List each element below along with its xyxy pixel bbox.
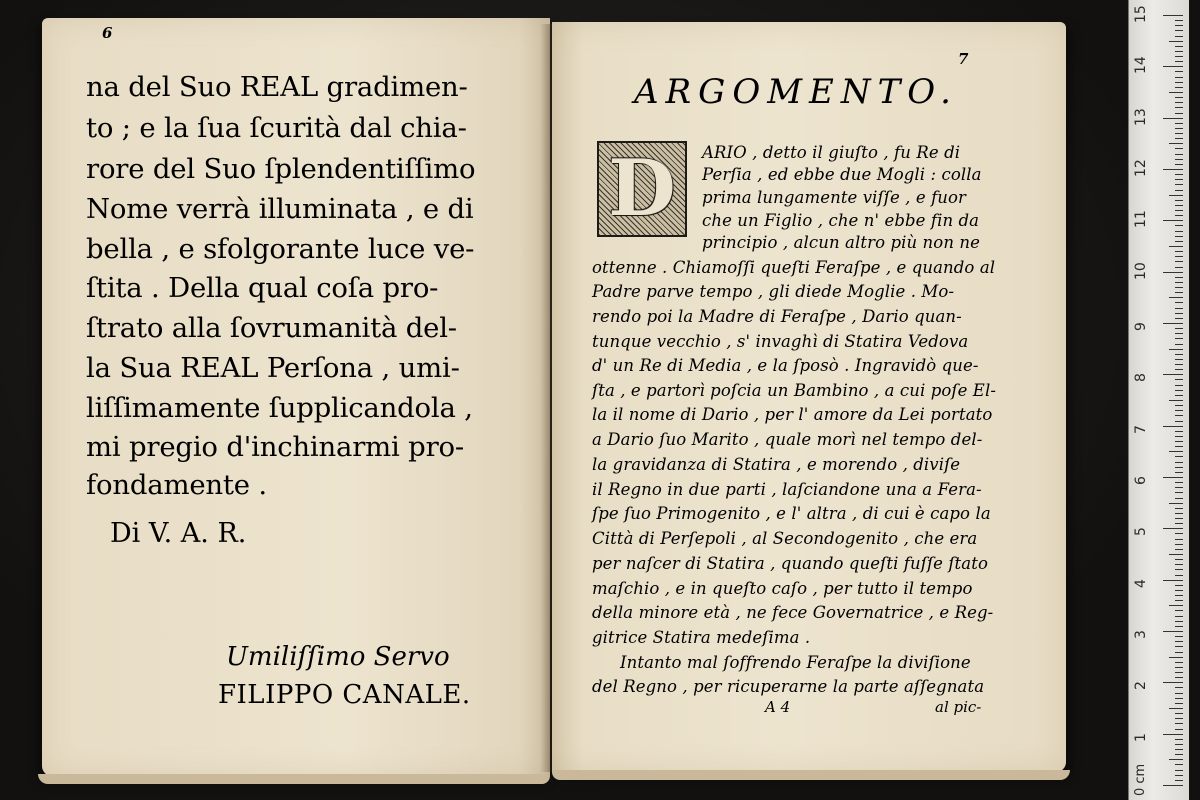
ruler-tick [1175, 184, 1183, 185]
ruler-tick [1175, 492, 1183, 493]
ruler-tick [1175, 292, 1183, 293]
ruler-number: 10 [1133, 261, 1149, 280]
ruler-tick [1175, 190, 1183, 191]
ruler-number: 1 [1133, 732, 1149, 742]
left-text-line: fondamente . [86, 469, 267, 501]
ruler-tick [1175, 610, 1183, 611]
ruler-tick [1175, 82, 1183, 83]
ruler-tick [1163, 374, 1183, 375]
ruler-tick [1175, 646, 1183, 647]
ruler-tick [1175, 395, 1183, 396]
ruler-tick [1175, 431, 1183, 432]
left-text-line: ſtita . Della qual coſa pro- [86, 272, 439, 304]
right-text-line: la gravidanza di Statira , e morendo , diviſe [592, 455, 961, 474]
left-text-line: Nome verrà illuminata , e di [86, 193, 474, 225]
ruler-tick [1169, 554, 1183, 555]
ruler-tick [1175, 482, 1183, 483]
ruler-tick [1175, 36, 1183, 37]
ruler-tick [1175, 533, 1183, 534]
ruler-tick [1175, 595, 1183, 596]
ruler-tick [1175, 174, 1183, 175]
ruler-tick [1175, 600, 1183, 601]
ruler-tick [1175, 164, 1183, 165]
ruler-tick [1175, 359, 1183, 360]
ruler-tick [1175, 390, 1183, 391]
right-text-line: che un Figlio , che n' ebbe fin da [702, 211, 980, 230]
right-text-line: d' un Re di Media , e la ſposò . Ingravidò que- [592, 356, 979, 375]
ruler-tick [1175, 25, 1183, 26]
ruler-tick [1175, 569, 1183, 570]
ruler-number: 5 [1133, 527, 1149, 537]
right-text-line: ottenne . Chiamoſſi queſti Feraſpe , e quando al [592, 258, 996, 277]
ruler-tick [1163, 631, 1183, 632]
ruler-tick [1175, 456, 1183, 457]
ruler-tick [1175, 236, 1183, 237]
ruler-tick [1163, 734, 1183, 735]
ruler-tick [1175, 231, 1183, 232]
ruler-tick [1175, 200, 1183, 201]
ruler-tick [1175, 77, 1183, 78]
right-text-line: ſpe ſuo Primogenito , e l' altra , di cui è capo la [592, 504, 991, 523]
ruler-unit-label: 0 cm [1133, 763, 1148, 796]
section-heading: ARGOMENTO. [634, 72, 958, 112]
ruler-tick [1175, 518, 1183, 519]
right-text-line: il Regno in due parti , laſciandone una a Fera- [592, 480, 982, 499]
left-text-line: mi pregio d'inchinarmi pro- [86, 431, 464, 463]
ruler-tick [1175, 87, 1183, 88]
ruler-tick [1175, 318, 1183, 319]
ruler-tick [1169, 41, 1183, 42]
ruler-tick [1175, 364, 1183, 365]
right-text-line: Perſia , ed ebbe due Mogli : colla [702, 165, 982, 184]
ruler-tick [1175, 441, 1183, 442]
ruler-tick [1175, 179, 1183, 180]
ruler-number: 11 [1133, 210, 1149, 229]
ruler-tick [1175, 415, 1183, 416]
ruler-tick [1175, 287, 1183, 288]
ruler-tick [1175, 333, 1183, 334]
ruler-tick [1175, 559, 1183, 560]
ruler-tick [1175, 385, 1183, 386]
left-text-line: bella , e sfolgorante luce ve- [86, 233, 475, 265]
ruler-tick [1163, 528, 1183, 529]
ruler-tick [1175, 225, 1183, 226]
right-text-line: principio , alcun altro più non ne [702, 233, 980, 252]
left-text-line: rore del Suo ſplendentiſſimo [86, 153, 476, 185]
ruler-number: 8 [1133, 373, 1149, 383]
ruler-tick [1175, 687, 1183, 688]
ruler-tick [1175, 621, 1183, 622]
ruler-tick [1163, 785, 1183, 786]
ruler-tick [1175, 575, 1183, 576]
ruler-tick [1169, 657, 1183, 658]
ruler-tick [1175, 723, 1183, 724]
right-text-line: per naſcer di Statira , quando queſti fuſſe ſtato [592, 554, 988, 573]
ruler-tick [1175, 267, 1183, 268]
right-text-line: gitrice Statira medeſima . [592, 628, 811, 647]
ruler-tick [1175, 539, 1183, 540]
left-text-line: to ; e la ſua ſcurità dal chia- [86, 112, 467, 144]
ruler-tick [1175, 313, 1183, 314]
ruler-number: 14 [1133, 56, 1149, 75]
ruler-tick [1163, 682, 1183, 683]
ruler-tick [1163, 220, 1183, 221]
ruler-tick [1169, 297, 1183, 298]
right-text-line: ſta , e partorì poſcia un Bambino , a cui poſe El- [592, 381, 997, 400]
ruler-tick [1175, 498, 1183, 499]
ruler-tick [1163, 323, 1183, 324]
right-text-line: Padre parve tempo , gli diede Moglie . Mo- [592, 282, 955, 301]
ruler-tick [1175, 241, 1183, 242]
ruler-tick [1175, 764, 1183, 765]
ruler-tick [1175, 154, 1183, 155]
left-text-line: liſſimamente ſupplicandola , [86, 392, 473, 424]
ruler-number: 15 [1133, 5, 1149, 23]
ruler-tick [1175, 128, 1183, 129]
ruler-tick [1169, 605, 1183, 606]
ruler-tick [1175, 256, 1183, 257]
ruler-number: 13 [1133, 107, 1149, 126]
ruler-number: 12 [1133, 159, 1149, 177]
ruler-tick [1175, 749, 1183, 750]
right-text-line: a Dario ſuo Marito , quale morì nel tempo del- [592, 430, 983, 449]
right-text-line: rendo poi la Madre di Feraſpe , Dario quan- [592, 307, 962, 326]
left-text-line: ſtrato alla ſovrumanità del- [86, 312, 457, 344]
right-text-line: della minore età , ne fece Governatrice , e Reg- [592, 603, 994, 622]
initial-letter: D [608, 143, 676, 234]
ruler-tick [1175, 564, 1183, 565]
right-text-line: maſchio , e in queſto caſo , per tutto il tempo [592, 579, 973, 598]
closing-salutation: Di V. A. R. [110, 518, 247, 549]
right-page-number: 7 [958, 50, 969, 68]
ruler-tick [1175, 107, 1183, 108]
ruler-tick [1175, 467, 1183, 468]
ruler-tick [1169, 759, 1183, 760]
ruler-tick [1163, 426, 1183, 427]
ruler-tick [1163, 66, 1183, 67]
ruler-tick [1175, 338, 1183, 339]
ruler-tick [1175, 261, 1183, 262]
ruler-tick [1175, 754, 1183, 755]
right-text-line: del Regno , per ricuperarne la parte aſſegnata [592, 677, 985, 696]
ruler-tick [1175, 616, 1183, 617]
ruler-number: 9 [1133, 322, 1149, 331]
ruler-tick [1175, 379, 1183, 380]
measurement-ruler [1128, 0, 1189, 800]
ruler-tick [1175, 549, 1183, 550]
ruler-tick [1175, 677, 1183, 678]
ruler-tick [1169, 708, 1183, 709]
ruler-tick [1175, 148, 1183, 149]
ruler-tick [1175, 277, 1183, 278]
ruler-tick [1175, 302, 1183, 303]
ruler-tick [1175, 30, 1183, 31]
right-text-line: la il nome di Dario , per l' amore da Lei portato [592, 405, 993, 424]
ruler-tick [1169, 143, 1183, 144]
ruler-tick [1175, 718, 1183, 719]
ruler-tick [1175, 487, 1183, 488]
ruler-tick [1169, 451, 1183, 452]
right-text-line: prima lungamente viſſe , e fuor [702, 188, 967, 207]
ruler-tick [1175, 744, 1183, 745]
ruler-tick [1175, 626, 1183, 627]
ruler-tick [1175, 523, 1183, 524]
ruler-tick [1175, 775, 1183, 776]
ruler-tick [1163, 477, 1183, 478]
ruler-tick [1175, 585, 1183, 586]
ruler-tick [1175, 739, 1183, 740]
signature-name: FILIPPO CANALE. [218, 680, 471, 710]
ruler-tick [1163, 169, 1183, 170]
left-page-number: 6 [102, 24, 113, 42]
ruler-number: 4 [1133, 578, 1149, 588]
ruler-tick [1169, 246, 1183, 247]
left-text-line: la Sua REAL Perſona , umi- [86, 352, 460, 384]
left-text-line: na del Suo REAL gradimen- [86, 71, 468, 103]
ruler-tick [1175, 46, 1183, 47]
ruler-tick [1163, 580, 1183, 581]
ruler-number: 6 [1133, 476, 1149, 485]
ruler-tick [1175, 770, 1183, 771]
ruler-tick [1175, 462, 1183, 463]
ruler-tick [1175, 662, 1183, 663]
ruler-tick [1175, 97, 1183, 98]
ruler-number: 7 [1133, 424, 1149, 434]
ruler-tick [1175, 102, 1183, 103]
decorated-initial-letter [597, 141, 687, 237]
ruler-number: 3 [1133, 630, 1149, 639]
ruler-tick [1175, 369, 1183, 370]
ruler-tick [1175, 354, 1183, 355]
ruler-tick [1175, 133, 1183, 134]
ruler-tick [1175, 159, 1183, 160]
ruler-number: 2 [1133, 681, 1149, 691]
ruler-tick [1175, 205, 1183, 206]
ruler-tick [1169, 503, 1183, 504]
ruler-tick [1175, 636, 1183, 637]
ruler-tick [1175, 729, 1183, 730]
ruler-tick [1175, 328, 1183, 329]
ruler-tick [1175, 71, 1183, 72]
ruler-tick [1175, 56, 1183, 57]
ruler-tick [1175, 652, 1183, 653]
signature-title: Umiliſſimo Servo [226, 642, 450, 672]
ruler-tick [1175, 138, 1183, 139]
signature-mark: A 4 [765, 698, 791, 716]
ruler-tick [1175, 713, 1183, 714]
ruler-tick [1175, 544, 1183, 545]
ruler-tick [1175, 344, 1183, 345]
ruler-tick [1175, 405, 1183, 406]
ruler-tick [1175, 410, 1183, 411]
ruler-tick [1175, 641, 1183, 642]
right-text-line: tunque vecchio , s' invaghì di Statira Vedova [592, 332, 969, 351]
ruler-tick [1175, 61, 1183, 62]
ruler-tick [1169, 349, 1183, 350]
ruler-tick [1175, 446, 1183, 447]
ruler-tick [1175, 215, 1183, 216]
ruler-tick [1175, 282, 1183, 283]
ruler-tick [1175, 123, 1183, 124]
ruler-tick [1175, 421, 1183, 422]
ruler-tick [1163, 15, 1183, 16]
right-text-line: Città di Perſepoli , al Secondogenito , che era [592, 529, 978, 548]
ruler-tick [1175, 113, 1183, 114]
ruler-tick [1175, 590, 1183, 591]
ruler-tick [1169, 195, 1183, 196]
ruler-tick [1175, 672, 1183, 673]
ruler-tick [1169, 400, 1183, 401]
ruler-tick [1175, 51, 1183, 52]
ruler-tick [1175, 513, 1183, 514]
ruler-tick [1175, 703, 1183, 704]
ruler-tick [1163, 272, 1183, 273]
ruler-tick [1175, 210, 1183, 211]
ruler-tick [1163, 118, 1183, 119]
ruler-tick [1175, 698, 1183, 699]
ruler-tick [1175, 436, 1183, 437]
right-text-line: ARIO , detto il giuſto , fu Re di [702, 143, 961, 162]
ruler-tick [1175, 780, 1183, 781]
ruler-tick [1175, 251, 1183, 252]
ruler-tick [1175, 472, 1183, 473]
ruler-tick [1175, 667, 1183, 668]
ruler-tick [1175, 693, 1183, 694]
ruler-tick [1175, 20, 1183, 21]
ruler-tick [1169, 92, 1183, 93]
right-text-line: Intanto mal ſoffrendo Feraſpe la diviſione [620, 653, 971, 672]
ruler-tick [1175, 508, 1183, 509]
ruler-tick [1175, 308, 1183, 309]
catchword: al pic- [935, 698, 982, 716]
